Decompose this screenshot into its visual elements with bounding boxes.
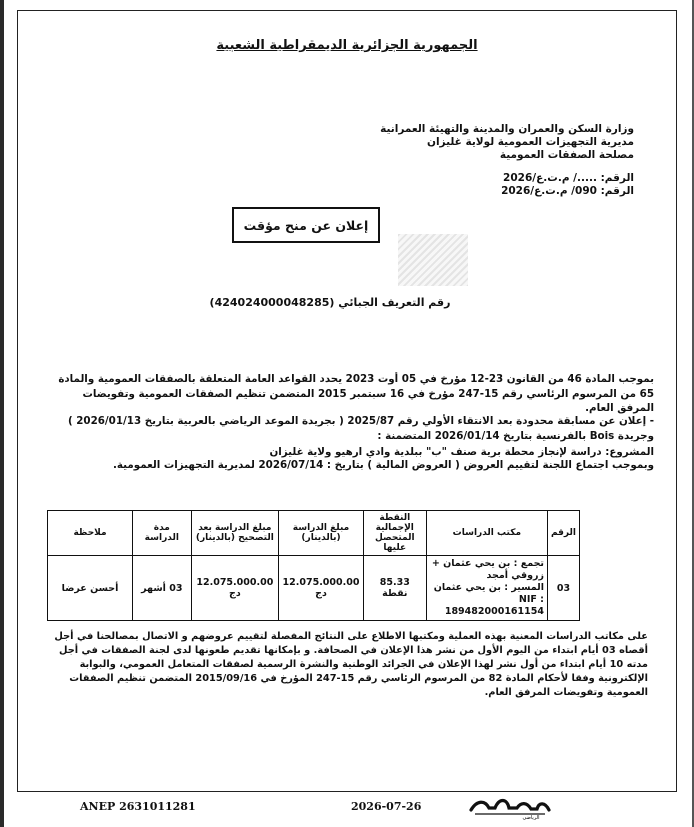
cell-duration: 03 أشهر bbox=[133, 556, 191, 621]
header-amount-corrected: مبلغ الدراسة بعد التصحيح (بالدينار) bbox=[191, 511, 279, 556]
publication-date: 2026-07-26 bbox=[351, 800, 422, 813]
notice-title: إعلان عن منح مؤقت bbox=[243, 217, 369, 233]
notice-title-box bbox=[232, 207, 380, 243]
newspaper-logo bbox=[465, 794, 555, 820]
bidder-group: تجمع : بن يحي عثمان + زروقي أمجد bbox=[431, 558, 544, 581]
header-duration: مدة الدراسة bbox=[133, 511, 191, 556]
bidder-nif: NIF : 189482000161154 bbox=[444, 594, 544, 617]
republic-title: الجمهورية الجزائرية الديمقراطية الشعبية bbox=[216, 38, 478, 53]
header-bidder: مكتب الدراسات bbox=[426, 511, 547, 556]
faded-stamp bbox=[398, 234, 468, 286]
cell-bidder bbox=[426, 556, 547, 621]
committee-paragraph: وبموجب اجتماع اللجنة لتقييم العروض ( العروض المالية ) بتاريخ : 2026/07/14 لمديرية التجهيزات العمومية. bbox=[113, 459, 654, 471]
tax-id: رقم التعريف الجبائي (424024000048285) bbox=[209, 296, 451, 309]
ministry-name: وزارة السكن والعمران والمدينة والتهيئة العمرانية bbox=[380, 123, 634, 135]
scan-left-edge bbox=[0, 0, 4, 827]
header-note: ملاحظة bbox=[48, 511, 133, 556]
bidder-manager: المسير : بن يحي عثمان bbox=[433, 582, 544, 593]
cell-note: أحسن عرضا bbox=[48, 556, 133, 621]
closing-paragraph: على مكاتب الدراسات المعنية بهذه العملية ومكتبها الاطلاع على النتائج المفصلة لتقييم عروضهم و الاتصال بمصالحنا في أجل أقصاه 03 أيام ابتداء من اليوم الأول من نشر هذا الإعلان في الصحافة. و بإمكانها تقديم طعونها لدى لجنة الصفقات في أجل مدته 10 أيام ابتداء من أول نشر لهذا الإعلان في الجرائد الوطنية والنشرة الرسمية لصفقات المتعامل العمومي، والبوابة الإلكترونية وفقا لأحكام المادة 82 من المرسوم الرئاسي رقم 15-247 المؤرخ في 2015/09/16 المتضمن تنظيم الصفقات العمومية وتفويضات المرفق العام. bbox=[54, 631, 648, 698]
directorate-name: مديرية التجهيزات العمومية لولاية غليزان bbox=[426, 136, 634, 148]
logo-subtitle: الرياضي bbox=[522, 815, 540, 820]
header-amount: مبلغ الدراسة (بالدينار) bbox=[279, 511, 364, 556]
issuing-authority bbox=[334, 123, 634, 162]
service-name: مصلحة الصفقات العمومية bbox=[499, 149, 634, 161]
reference-number-1: الرقم: ...../ م.ت.ع/2026 bbox=[503, 172, 634, 184]
table-row bbox=[48, 556, 580, 621]
cell-amount: 12.075.000.00 دج bbox=[279, 556, 364, 621]
tender-announcement-paragraph: - إعلان عن مسابقة محدودة بعد الانتقاء الأولي رقم 2025/87 ( بجريدة الموعد الرياضي بالعربية بتاريخ 2026/01/13 ) وجريدة Bois بالفرنسية بتاريخ 2026/01/14 المتضمنة : bbox=[67, 415, 654, 442]
reference-number-2: الرقم: 090/ م.ت.ع/2026 bbox=[501, 185, 634, 197]
table-header-row bbox=[48, 511, 580, 556]
results-table bbox=[47, 510, 580, 621]
legal-basis-paragraph: بموجب المادة 46 من القانون 23-12 مؤرخ في 05 أوت 2023 يحدد القواعد العامة المتعلقة بالصفقات العمومية والمادة 65 من المرسوم الرئاسي رقم 15-247 مؤرخ في 16 سبتمبر 2015 المتضمن تنظيم الصفقات العمومية وتفويضات المرفق العام. bbox=[58, 373, 654, 414]
header-number: الرقم bbox=[547, 511, 579, 556]
cell-amount-corrected: 12.075.000.00 دج bbox=[191, 556, 279, 621]
header-score: النقطة الإجمالية المتحصل عليها bbox=[363, 511, 426, 556]
anep-number: ANEP 2631011281 bbox=[80, 800, 196, 813]
cell-score: 85.33 نقطة bbox=[363, 556, 426, 621]
cell-number: 03 bbox=[547, 556, 579, 621]
project-paragraph: المشروع: دراسة لإنجاز محطة برية صنف "ب" ببلدية وادي ارهيو ولاية غليزان bbox=[269, 446, 654, 458]
